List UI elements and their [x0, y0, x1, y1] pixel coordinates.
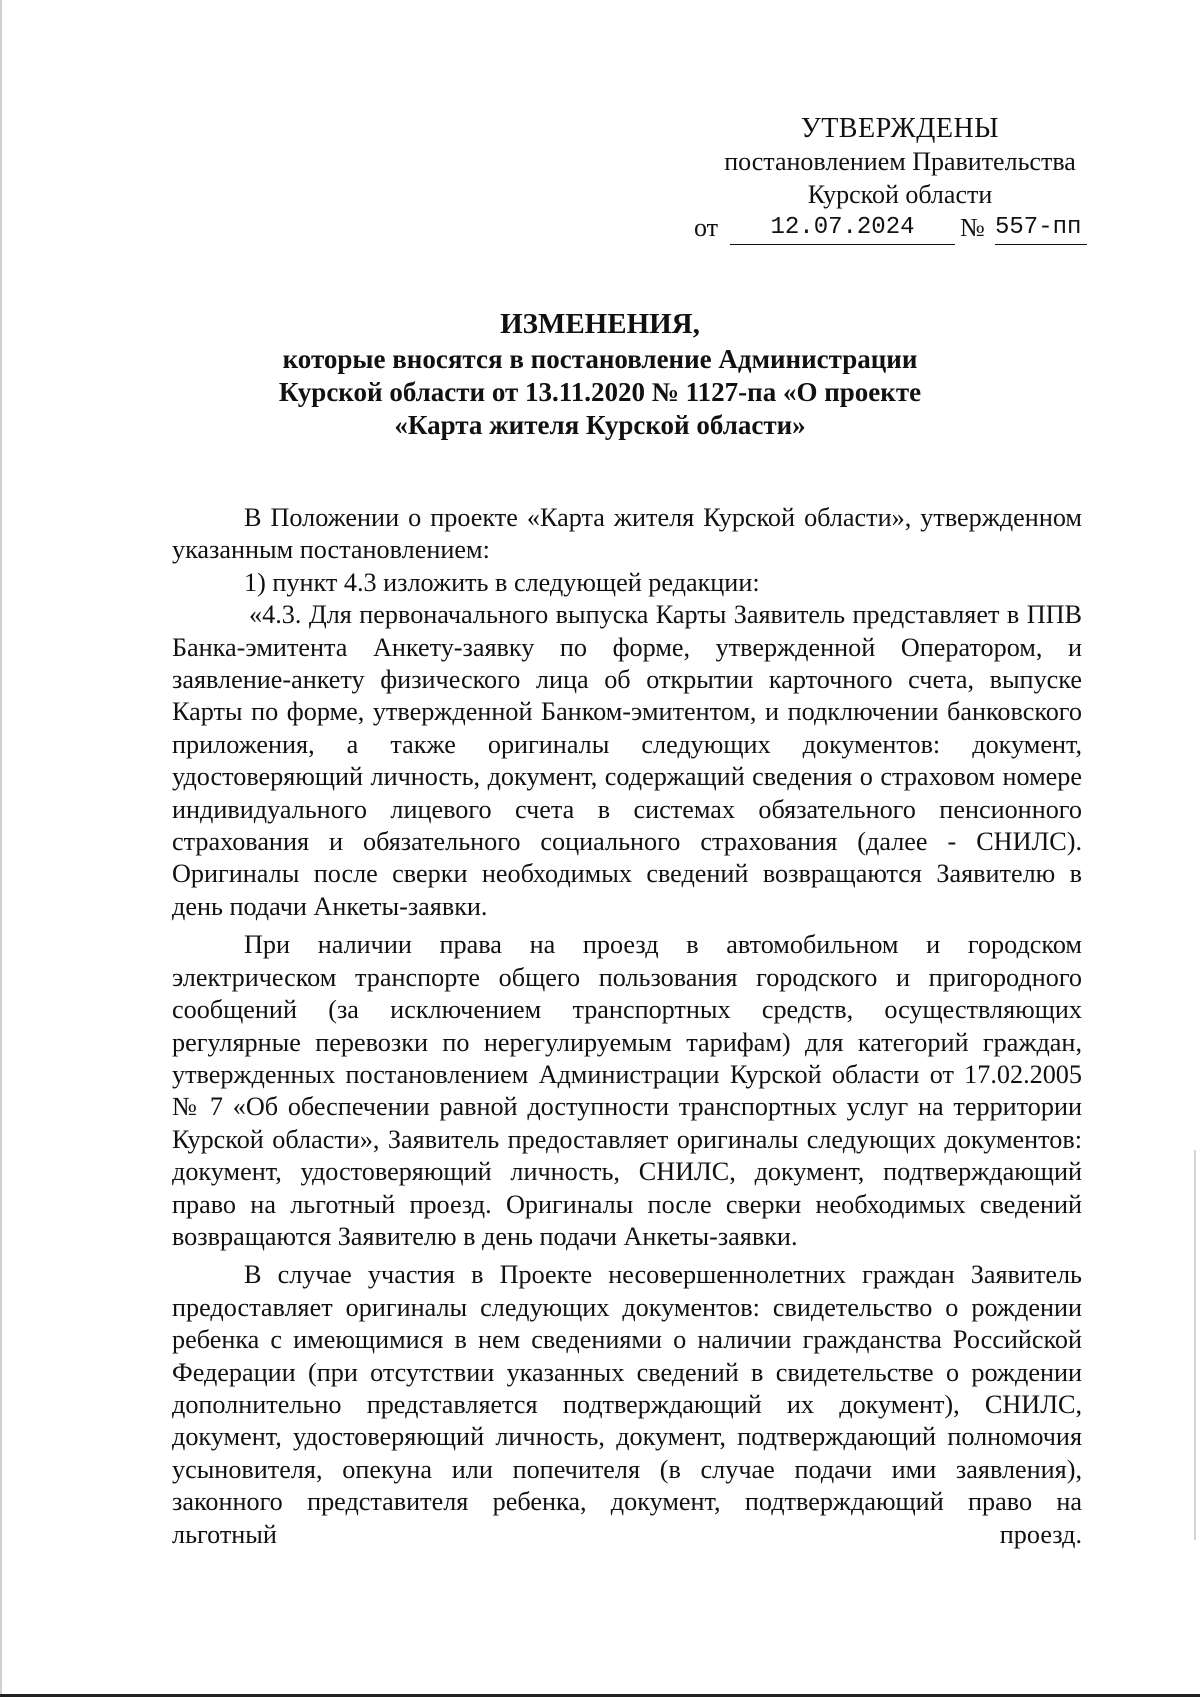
- document-title: ИЗМЕНЕНИЯ,: [500, 308, 700, 340]
- paragraph-transport-rights: При наличии права на проезд в автомобильном и городском электрическом транспорте общего пользования городского и пригородного сообщений (за исключением транспортных средств, осуществляющих регулярные перевозки по нерегулируемым тарифам) для категорий граждан, утвержденных постановлением Администрации Курской области от 17.02.2005 № 7 «Об обеспечении равной доступности транспортных услуг на территории Курской области», Заявитель предоставляет оригиналы следующих документов: документ, удостоверяющий личность, СНИЛС, документ, подтверждающий право на льготный проезд. Оригиналы после сверки необходимых сведений возвращаются Заявителю в день подачи Анкеты-заявки.: [172, 930, 1082, 1251]
- scan-edge-left: [0, 0, 2, 1697]
- approval-number: 557-пп: [995, 211, 1087, 245]
- paragraph-intro: В Положении о проекте «Карта жителя Курской области», утвержденном указанным постановлением:: [172, 503, 1082, 565]
- heading-line-2: Курской области от 13.11.2020 № 1127-па «О проекте: [278, 377, 922, 407]
- heading-line-3: «Карта жителя Курской области»: [394, 410, 806, 440]
- approval-line-1: постановлением Правительства: [724, 147, 1076, 176]
- approval-block: [690, 112, 1110, 245]
- number-prefix: №: [960, 213, 985, 242]
- approval-line-2: Курской области: [807, 180, 993, 209]
- date-prefix: от: [694, 213, 719, 242]
- heading-line-1: которые вносятся в постановление Администрации: [282, 344, 918, 374]
- approval-date: 12.07.2024: [730, 211, 955, 245]
- approval-date-row: [690, 211, 1110, 245]
- scan-edge-right: [1194, 1150, 1196, 1540]
- document-body: [172, 502, 1082, 1551]
- paragraph-minors: В случае участия в Проекте несовершеннолетних граждан Заявитель предоставляет оригиналы следующих документов: свидетельство о рождении ребенка с имеющимися в нем сведениями о наличии гражданства Российской Федерации (при отсутствии указанных сведений в свидетельстве о рождении дополнительно представляется подтверждающий их документ), СНИЛС, документ, удостоверяющий личность, документ, подтверждающий полномочия усыновителя, опекуна или попечителя (в случае подачи ими заявления), законного представителя ребенка, документ, подтверждающий право на льготный проезд.: [172, 1260, 1082, 1549]
- paragraph-item-1: 1) пункт 4.3 изложить в следующей редакции:: [244, 567, 760, 597]
- paragraph-clause-4-3: «4.3. Для первоначального выпуска Карты Заявитель представляет в ППВ Банка-эмитента Анкету-заявку по форме, утвержденной Оператором, и заявление-анкету физического лица об открытии карточного счета, выпуске Карты по форме, утвержденной Банком-эмитентом, и подключении банковского приложения, а также оригиналы следующих документов: документ, удостоверяющий личность, документ, содержащий сведения о страховом номере индивидуального лицевого счета в системах обязательного пенсионного страхования и обязательного социального страхования (далее - СНИЛС). Оригиналы после сверки необходимых сведений возвращаются Заявителю в день подачи Анкеты-заявки.: [172, 600, 1082, 921]
- document-heading: [200, 308, 1000, 442]
- approval-stamp-title: УТВЕРЖДЕНЫ: [800, 113, 1000, 144]
